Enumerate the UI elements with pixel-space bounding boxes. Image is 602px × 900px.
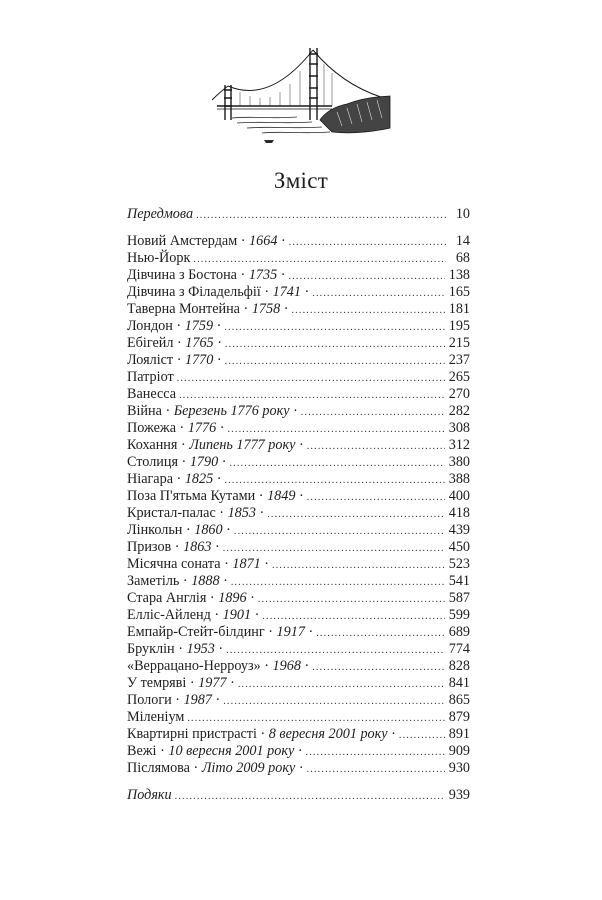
- chapter-title: Таверна Монтейна: [127, 301, 240, 317]
- toc-entry-title: [127, 760, 304, 777]
- toc-entry-title: [127, 573, 228, 590]
- chapter-title: Дівчина з Філадельфії: [127, 284, 261, 300]
- toc-entry: [127, 301, 470, 318]
- dot-leader: [307, 438, 445, 455]
- toc-entry-title: [127, 505, 264, 522]
- separator-dot: ·: [186, 675, 199, 691]
- page-number: 523: [448, 556, 470, 572]
- toc-entry: [127, 318, 470, 335]
- page-number: 388: [448, 471, 470, 487]
- separator-dot: ·: [237, 233, 250, 249]
- toc-entry-title: [127, 590, 255, 607]
- chapter-title: Ніагара: [127, 471, 173, 487]
- chapter-title: Заметіль: [127, 573, 180, 589]
- page-number: 865: [448, 692, 470, 708]
- separator-dot: ·: [246, 590, 255, 606]
- toc-entry-title: [127, 318, 221, 335]
- chapter-subtitle: Березень 1776 року: [173, 403, 290, 419]
- chapter-title: «Веррацано-Нерроуз»: [127, 658, 261, 674]
- separator-dot: ·: [219, 573, 228, 589]
- dot-leader: [399, 727, 445, 744]
- dot-leader: [231, 574, 445, 591]
- toc-entry: [127, 386, 470, 403]
- page-number: 165: [448, 284, 470, 300]
- page-number: 270: [448, 386, 470, 402]
- toc-entry: [127, 420, 470, 437]
- separator-dot: ·: [216, 420, 225, 436]
- page-title: Зміст: [273, 168, 329, 193]
- chapter-title: Елліс-Айленд: [127, 607, 211, 623]
- dot-leader: [187, 710, 444, 727]
- separator-dot: ·: [173, 471, 185, 487]
- chapter-subtitle: 10 вересня 2001 року: [168, 743, 295, 759]
- page-number: 237: [448, 352, 470, 368]
- separator-dot: ·: [260, 556, 270, 572]
- toc-entry: [127, 590, 470, 607]
- chapter-title: Нью-Йорк: [127, 250, 191, 266]
- page-number: 68: [455, 250, 470, 266]
- chapter-title: Війна: [127, 403, 162, 419]
- page-number: 308: [448, 420, 470, 436]
- chapter-subtitle: 1758: [251, 301, 281, 317]
- separator-dot: ·: [206, 590, 219, 606]
- separator-dot: ·: [226, 675, 235, 691]
- toc-entry: [127, 250, 470, 267]
- dot-leader: [267, 506, 444, 523]
- separator-dot: ·: [179, 573, 192, 589]
- toc-entry: [127, 488, 470, 505]
- chapter-title: Лінкольн: [127, 522, 183, 538]
- toc-entry-title: [127, 624, 313, 641]
- toc-entry-title: [127, 284, 309, 301]
- dot-leader: [262, 608, 444, 625]
- separator-dot: ·: [211, 692, 221, 708]
- chapter-title: Лояліст: [127, 352, 174, 368]
- toc-entry: [127, 692, 470, 709]
- chapter-subtitle: 1853: [227, 505, 256, 521]
- toc-entry: [127, 335, 470, 352]
- chapter-title: Кохання: [127, 437, 178, 453]
- separator-dot: ·: [255, 488, 268, 504]
- separator-dot: ·: [289, 403, 298, 419]
- separator-dot: ·: [260, 284, 273, 300]
- separator-dot: ·: [280, 301, 289, 317]
- separator-dot: ·: [295, 437, 304, 453]
- chapter-subtitle: 1860: [194, 522, 223, 538]
- chapter-subtitle: 1977: [198, 675, 227, 691]
- chapter-subtitle: 1790: [189, 454, 219, 470]
- separator-dot: ·: [260, 658, 273, 674]
- toc-entry-title: [127, 787, 172, 804]
- separator-dot: ·: [213, 335, 222, 351]
- chapter-subtitle: 1849: [267, 488, 296, 504]
- dot-leader: [238, 676, 445, 693]
- separator-dot: ·: [295, 760, 304, 776]
- chapter-title: Подяки: [127, 787, 172, 803]
- toc-entry: [127, 760, 470, 777]
- separator-dot: ·: [174, 641, 187, 657]
- chapter-subtitle: 1888: [191, 573, 220, 589]
- toc-entry-title: [127, 522, 231, 539]
- toc-entry: [127, 471, 470, 488]
- chapter-subtitle: 1968: [272, 658, 301, 674]
- dot-leader: [225, 336, 445, 353]
- toc-entry-title: [127, 233, 286, 250]
- toc-entry: [127, 454, 470, 471]
- separator-dot: ·: [239, 301, 252, 317]
- page-number: 195: [448, 318, 470, 334]
- page-number: 312: [448, 437, 470, 453]
- toc-entry: [127, 539, 470, 556]
- toc-entry: [127, 369, 470, 386]
- chapter-subtitle: 1735: [248, 267, 278, 283]
- dot-leader: [291, 302, 444, 319]
- separator-dot: ·: [189, 760, 202, 776]
- chapter-title: Пологи: [127, 692, 172, 708]
- page-number: 939: [448, 787, 470, 803]
- toc-entry-title: [127, 267, 285, 284]
- page-number: 891: [448, 726, 470, 742]
- separator-dot: ·: [251, 607, 260, 623]
- chapter-title: Емпайр-Стейт-білдинг: [127, 624, 265, 640]
- chapter-title: Новий Амстердам: [127, 233, 238, 249]
- separator-dot: ·: [213, 318, 222, 334]
- toc-entry: [127, 709, 470, 726]
- page-number: 265: [448, 369, 470, 385]
- chapter-subtitle: 1770: [184, 352, 214, 368]
- chapter-subtitle: 1765: [185, 335, 214, 351]
- dot-leader: [223, 540, 445, 557]
- chapter-subtitle: 1776: [187, 420, 217, 436]
- page-number: 774: [448, 641, 470, 657]
- dot-leader: [223, 693, 444, 710]
- chapter-title: Передмова: [127, 206, 194, 222]
- chapter-title: Лондон: [127, 318, 173, 334]
- chapter-subtitle: 1901: [222, 607, 252, 623]
- toc-entry-title: [127, 420, 224, 437]
- separator-dot: ·: [173, 335, 186, 351]
- chapter-subtitle: 1871: [232, 556, 261, 572]
- dot-leader: [177, 370, 445, 387]
- separator-dot: ·: [300, 658, 310, 674]
- dot-leader: [224, 472, 444, 489]
- chapter-title: Ебігейл: [127, 335, 174, 351]
- toc-entry-title: [127, 641, 223, 658]
- toc-entry: [127, 743, 470, 760]
- chapter-title: Бруклін: [127, 641, 175, 657]
- chapter-title: Стара Англія: [127, 590, 207, 606]
- separator-dot: ·: [277, 233, 286, 249]
- toc-entry: [127, 573, 470, 590]
- dot-leader: [196, 207, 446, 224]
- toc-entry-title: [127, 454, 226, 471]
- separator-dot: ·: [236, 267, 249, 283]
- dot-leader: [258, 591, 445, 608]
- toc-entry-title: [127, 437, 304, 454]
- dot-leader: [316, 625, 445, 642]
- separator-dot: ·: [211, 539, 220, 555]
- chapter-subtitle: 8 вересня 2001 року: [268, 726, 388, 742]
- separator-dot: ·: [182, 522, 195, 538]
- chapter-subtitle: 1825: [184, 471, 214, 487]
- toc-entry-title: [127, 488, 304, 505]
- toc-entry: [127, 607, 470, 624]
- separator-dot: ·: [173, 352, 185, 368]
- toc-entry: [127, 787, 470, 804]
- chapter-subtitle: 1664: [249, 233, 278, 249]
- dot-leader: [312, 285, 444, 302]
- toc-entry-title: [127, 403, 298, 420]
- chapter-subtitle: 1759: [184, 318, 214, 334]
- dot-leader: [312, 659, 445, 676]
- separator-dot: ·: [171, 539, 184, 555]
- toc-entry: [127, 522, 470, 539]
- separator-dot: ·: [255, 505, 265, 521]
- page-number: 879: [448, 709, 470, 725]
- dot-leader: [229, 455, 444, 472]
- dot-leader: [179, 387, 445, 404]
- toc-entry-title: [127, 301, 288, 318]
- dot-leader: [301, 404, 445, 421]
- separator-dot: ·: [294, 743, 303, 759]
- chapter-title: Ванесса: [127, 386, 177, 402]
- chapter-subtitle: Липень 1777 року: [189, 437, 296, 453]
- toc-entry: [127, 284, 470, 301]
- separator-dot: ·: [222, 522, 231, 538]
- dot-leader: [307, 761, 445, 778]
- toc-entry: [127, 233, 470, 250]
- separator-dot: ·: [176, 420, 188, 436]
- toc-entry: [127, 726, 470, 743]
- toc-entry: [127, 658, 470, 675]
- dot-leader: [175, 788, 445, 805]
- page-number: 450: [448, 539, 470, 555]
- toc-entry: [127, 624, 470, 641]
- chapter-title: Вежі: [127, 743, 157, 759]
- separator-dot: ·: [220, 556, 233, 572]
- separator-dot: ·: [277, 267, 286, 283]
- chapter-subtitle: 1917: [276, 624, 305, 640]
- separator-dot: ·: [213, 352, 222, 368]
- bridge-icon: [212, 40, 392, 150]
- separator-dot: ·: [304, 624, 314, 640]
- toc-entry-title: [127, 658, 309, 675]
- dot-leader: [225, 353, 445, 370]
- chapter-title: Міленіум: [127, 709, 185, 725]
- page-number: 930: [448, 760, 470, 776]
- page-number: 138: [448, 267, 470, 283]
- toc-entry: [127, 641, 470, 658]
- chapter-subtitle: 1987: [183, 692, 212, 708]
- dot-leader: [226, 642, 445, 659]
- chapter-title: Дівчина з Бостона: [127, 267, 237, 283]
- separator-dot: ·: [300, 284, 310, 300]
- toc-entry-title: [127, 556, 269, 573]
- page-number: 439: [448, 522, 470, 538]
- page-number: 909: [448, 743, 470, 759]
- separator-dot: ·: [210, 607, 223, 623]
- dot-leader: [193, 251, 446, 268]
- toc-entry-title: [127, 692, 220, 709]
- chapter-title: Столиця: [127, 454, 178, 470]
- chapter-subtitle: 1953: [186, 641, 215, 657]
- toc-entry-title: [127, 352, 222, 369]
- separator-dot: ·: [214, 641, 224, 657]
- chapter-title: Пожежа: [127, 420, 176, 436]
- toc-entry: [127, 206, 470, 223]
- chapter-title: Квартирні пристрасті: [127, 726, 257, 742]
- toc-entry-title: [127, 539, 220, 556]
- toc-entry-title: [127, 369, 174, 386]
- dot-leader: [227, 421, 444, 438]
- dot-leader: [224, 319, 444, 336]
- page-number: 418: [448, 505, 470, 521]
- separator-dot: ·: [215, 505, 228, 521]
- toc-entry-title: [127, 675, 235, 692]
- toc-entry-title: [127, 709, 184, 726]
- toc-entry: [127, 505, 470, 522]
- toc-entry: [127, 437, 470, 454]
- separator-dot: ·: [172, 318, 185, 334]
- chapter-subtitle: Літо 2009 року: [201, 760, 296, 776]
- separator-dot: ·: [171, 692, 184, 708]
- dot-leader: [288, 268, 444, 285]
- dot-leader: [307, 489, 445, 506]
- dot-leader: [272, 557, 445, 574]
- page-number: 689: [448, 624, 470, 640]
- chapter-title: Поза П'ятьма Кутами: [127, 488, 256, 504]
- toc-entry: [127, 267, 470, 284]
- toc-entry-title: [127, 386, 176, 403]
- toc-entry: [127, 403, 470, 420]
- toc-entry-title: [127, 726, 396, 743]
- chapter-title: Післямова: [127, 760, 190, 776]
- chapter-title: Кристал-палас: [127, 505, 216, 521]
- chapter-subtitle: 1741: [272, 284, 301, 300]
- toc-entry-title: [127, 607, 259, 624]
- separator-dot: ·: [218, 454, 227, 470]
- chapter-title: У темряві: [127, 675, 187, 691]
- chapter-title: Місячна соната: [127, 556, 221, 572]
- separator-dot: ·: [161, 403, 174, 419]
- page-number: 10: [455, 206, 470, 222]
- dot-leader: [289, 234, 446, 251]
- separator-dot: ·: [295, 488, 304, 504]
- table-of-contents: [127, 206, 470, 804]
- dot-leader: [234, 523, 445, 540]
- chapter-title: Призов: [127, 539, 172, 555]
- separator-dot: ·: [256, 726, 269, 742]
- chapter-subtitle: 1896: [218, 590, 247, 606]
- dot-leader: [306, 744, 445, 761]
- separator-dot: ·: [213, 471, 222, 487]
- page-number: 14: [455, 233, 470, 249]
- toc-entry-title: [127, 743, 303, 760]
- separator-dot: ·: [178, 454, 190, 470]
- page-number: 599: [448, 607, 470, 623]
- toc-entry-title: [127, 206, 193, 223]
- toc-entry-title: [127, 250, 190, 267]
- separator-dot: ·: [177, 437, 190, 453]
- toc-entry-title: [127, 335, 222, 352]
- separator-dot: ·: [264, 624, 277, 640]
- page-number: 841: [448, 675, 470, 691]
- page-number: 587: [448, 590, 470, 606]
- page-number: 828: [448, 658, 470, 674]
- chapter-title: Патріот: [127, 369, 174, 385]
- toc-entry-title: [127, 471, 221, 488]
- page-number: 380: [448, 454, 470, 470]
- page-number: 282: [448, 403, 470, 419]
- page-number: 215: [448, 335, 470, 351]
- separator-dot: ·: [156, 743, 169, 759]
- chapter-subtitle: 1863: [183, 539, 212, 555]
- toc-entry: [127, 352, 470, 369]
- page-number: 181: [448, 301, 470, 317]
- separator-dot: ·: [387, 726, 396, 742]
- page-number: 400: [448, 488, 470, 504]
- toc-entry: [127, 556, 470, 573]
- page-number: 541: [448, 573, 470, 589]
- toc-entry: [127, 675, 470, 692]
